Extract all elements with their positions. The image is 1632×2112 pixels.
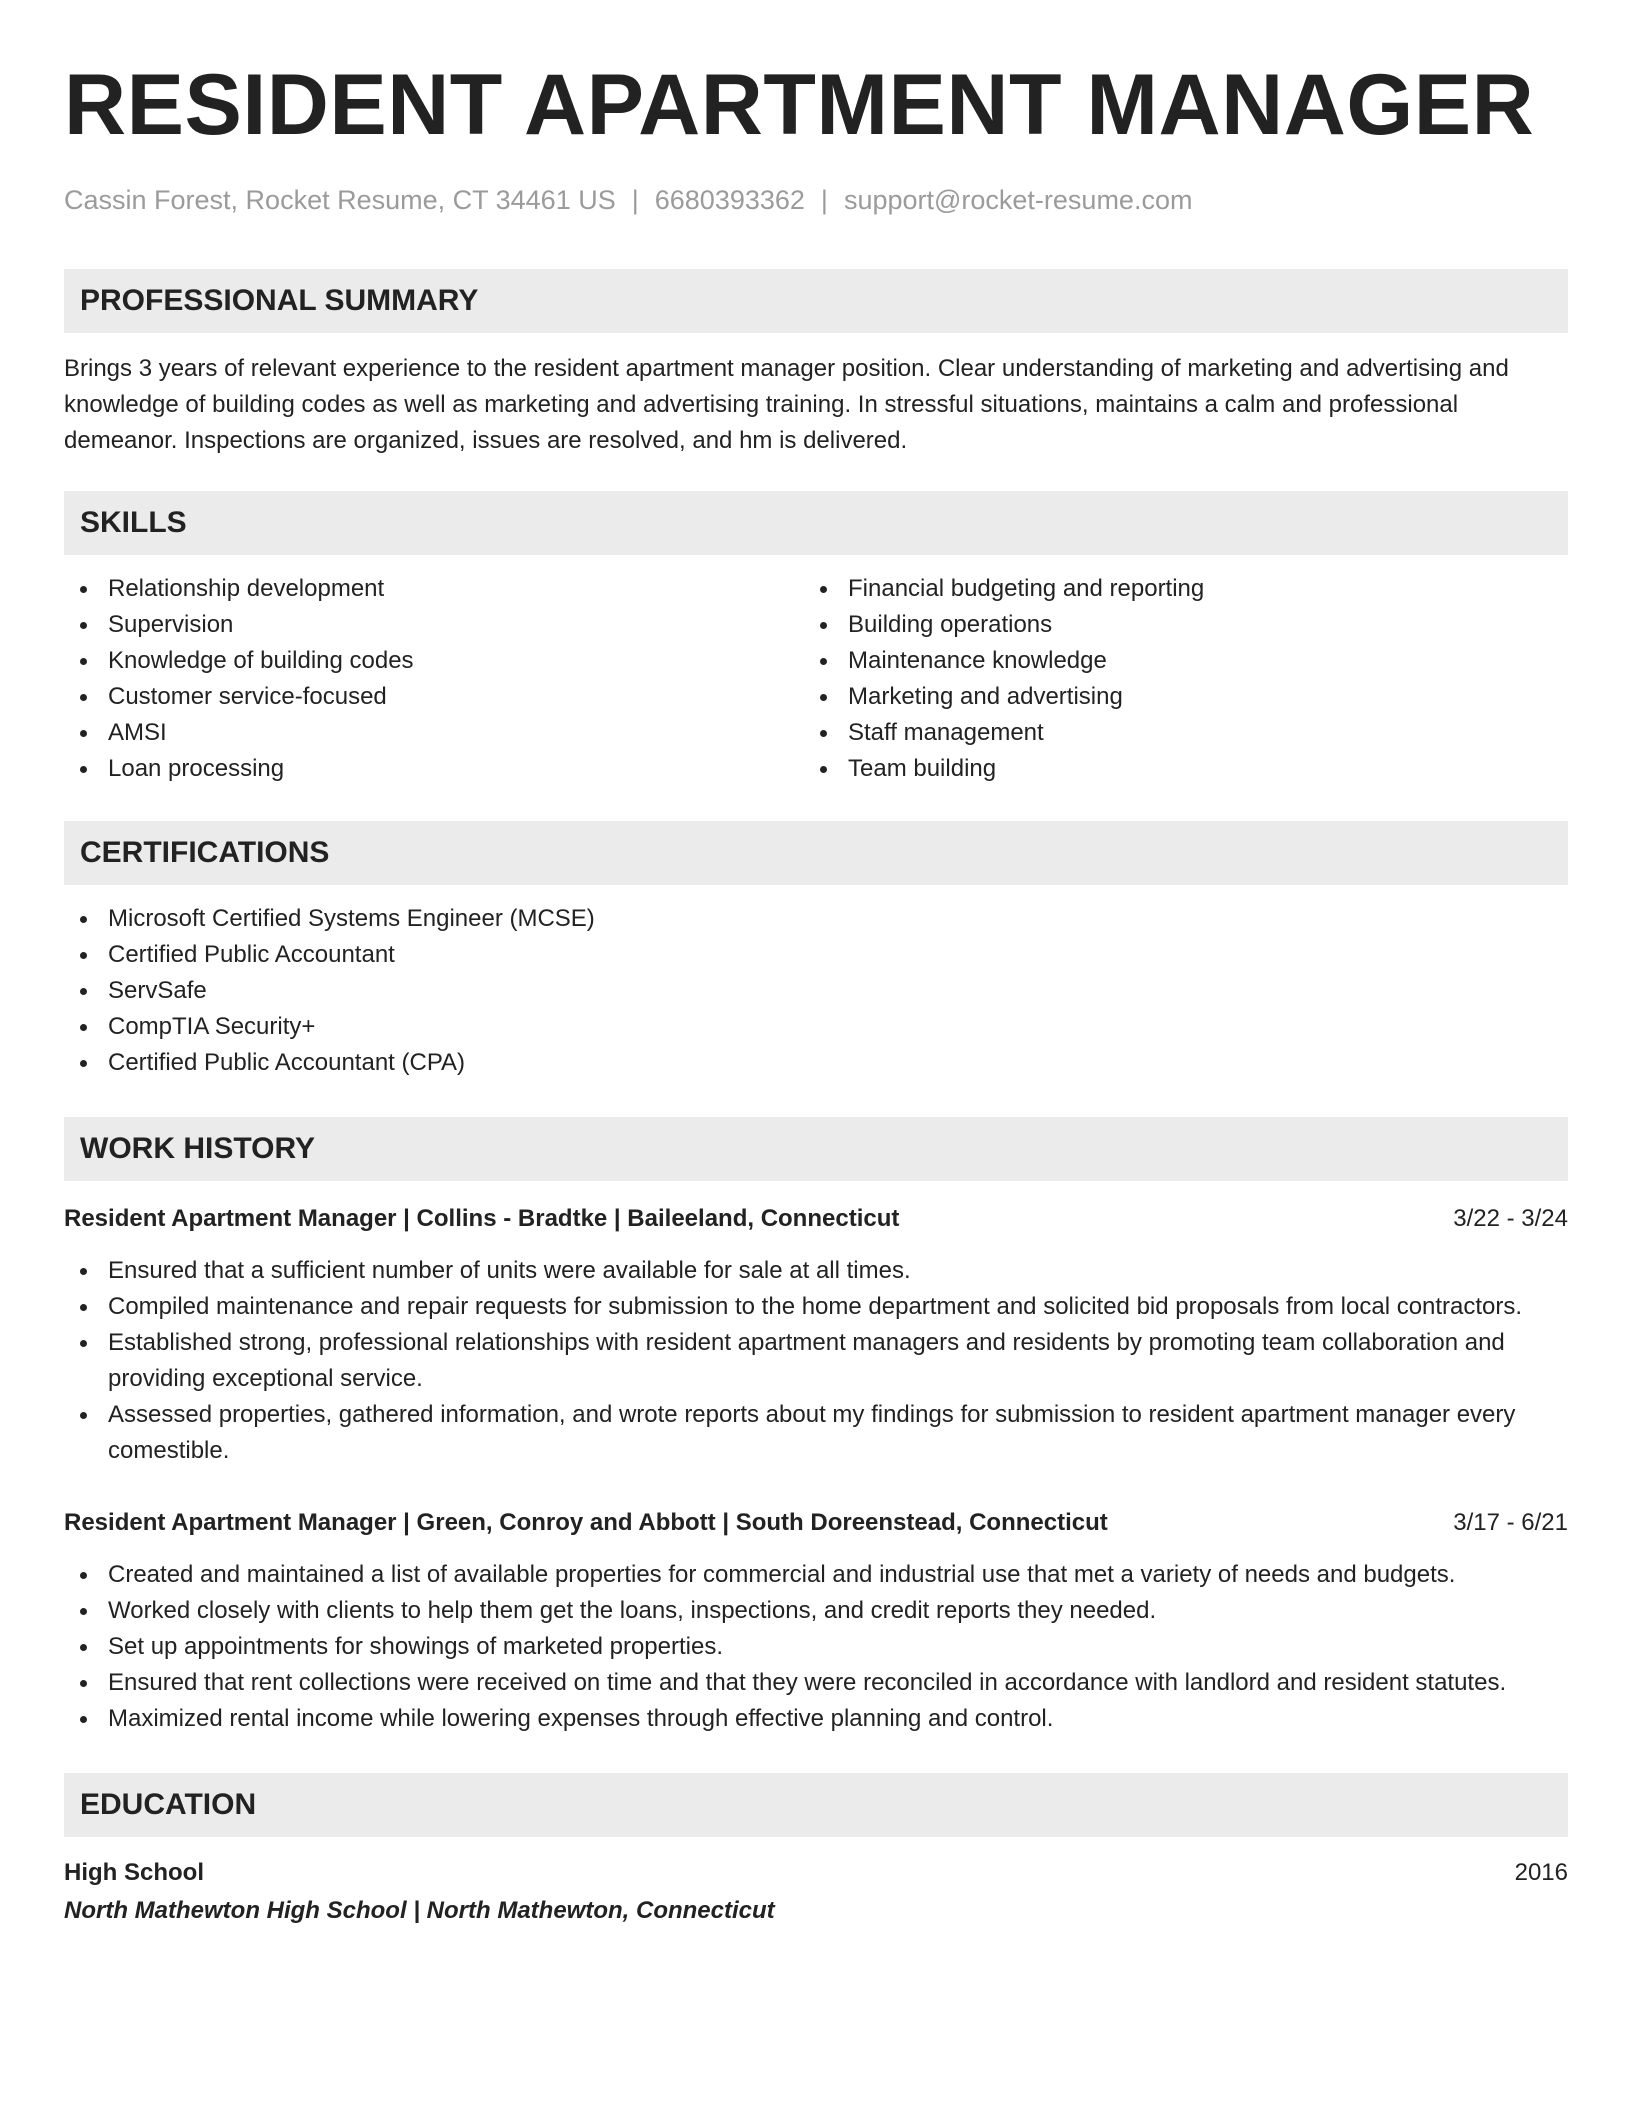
- skill-item: Staff management: [804, 715, 1544, 751]
- education-header: [64, 1855, 1568, 1891]
- contact-email: support@rocket-resume.com: [843, 185, 1193, 215]
- certification-item: Microsoft Certified Systems Engineer (MCSE): [64, 901, 1568, 937]
- job-bullet: Set up appointments for showings of marketed properties.: [64, 1629, 1568, 1665]
- skill-item: Loan processing: [64, 751, 804, 787]
- skill-item: Maintenance knowledge: [804, 643, 1544, 679]
- certification-item: CompTIA Security+: [64, 1009, 1568, 1045]
- contact-line: [64, 184, 1568, 216]
- skill-item: Relationship development: [64, 571, 804, 607]
- job-bullet-list: [64, 1557, 1568, 1737]
- certification-item: Certified Public Accountant (CPA): [64, 1045, 1568, 1081]
- job-title: Resident Apartment Manager | Collins - Bradtke | Baileeland, Connecticut: [64, 1205, 900, 1233]
- contact-separator: |: [820, 185, 828, 215]
- resume-name: RESIDENT APARTMENT MANAGER: [64, 57, 1535, 153]
- job-dates: 3/22 - 3/24: [1453, 1205, 1568, 1233]
- section-heading-education: EDUCATION: [64, 1773, 1568, 1837]
- education-year: 2016: [1514, 1859, 1568, 1887]
- skill-item: AMSI: [64, 715, 804, 751]
- job-bullet: Maximized rental income while lowering expenses through effective planning and control.: [64, 1701, 1568, 1737]
- skills-grid: [64, 571, 1568, 787]
- skill-item: Building operations: [804, 607, 1544, 643]
- skill-item: Supervision: [64, 607, 804, 643]
- education-entry: [64, 1855, 1568, 1931]
- certifications-list: [64, 901, 1568, 1081]
- section-heading-skills: SKILLS: [64, 491, 1568, 555]
- skill-item: Customer service-focused: [64, 679, 804, 715]
- section-heading-certifications: CERTIFICATIONS: [64, 821, 1568, 885]
- job-entry: [64, 1201, 1568, 1469]
- job-bullet: Established strong, professional relationships with resident apartment managers and residents by promoting team collaboration and providing exceptional service.: [64, 1325, 1568, 1397]
- skill-item: Team building: [804, 751, 1544, 787]
- job-bullet-list: [64, 1253, 1568, 1469]
- section-heading-work-history: WORK HISTORY: [64, 1117, 1568, 1181]
- contact-separator: |: [631, 185, 639, 215]
- summary-text: Brings 3 years of relevant experience to the resident apartment manager position. Clear understanding of marketing and advertising and knowledge of building codes as well as marketing and advertising training. In stressful situations, maintains a calm and professional demeanor. Inspections are organized, issues are resolved, and hm is delivered.: [64, 355, 1509, 455]
- contact-address: Cassin Forest, Rocket Resume, CT 34461 US: [64, 185, 616, 215]
- skill-item: Marketing and advertising: [804, 679, 1544, 715]
- job-bullet: Created and maintained a list of available properties for commercial and industrial use that met a variety of needs and budgets.: [64, 1557, 1568, 1593]
- job-bullet: Worked closely with clients to help them get the loans, inspections, and credit reports they needed.: [64, 1593, 1568, 1629]
- skills-list-right: [804, 571, 1544, 787]
- skill-item: Financial budgeting and reporting: [804, 571, 1544, 607]
- job-header: [64, 1505, 1568, 1541]
- skills-list-left: [64, 571, 804, 787]
- skill-item: Knowledge of building codes: [64, 643, 804, 679]
- job-header: [64, 1201, 1568, 1237]
- certification-item: Certified Public Accountant: [64, 937, 1568, 973]
- section-heading-summary: PROFESSIONAL SUMMARY: [64, 269, 1568, 333]
- job-bullet: Ensured that rent collections were received on time and that they were reconciled in accordance with landlord and resident statutes.: [64, 1665, 1568, 1701]
- job-title: Resident Apartment Manager | Green, Conroy and Abbott | South Doreenstead, Connecticut: [64, 1509, 1108, 1537]
- job-bullet: Ensured that a sufficient number of units were available for sale at all times.: [64, 1253, 1568, 1289]
- education-degree: High School: [64, 1859, 204, 1887]
- contact-phone: 6680393362: [654, 185, 805, 215]
- job-bullet: Compiled maintenance and repair requests for submission to the home department and solicited bid proposals from local contractors.: [64, 1289, 1568, 1325]
- certification-item: ServSafe: [64, 973, 1568, 1009]
- education-school: North Mathewton High School | North Mathewton, Connecticut: [64, 1897, 775, 1925]
- job-dates: 3/17 - 6/21: [1453, 1509, 1568, 1537]
- job-bullet: Assessed properties, gathered information, and wrote reports about my findings for submission to resident apartment manager every comestible.: [64, 1397, 1568, 1469]
- job-entry: [64, 1505, 1568, 1737]
